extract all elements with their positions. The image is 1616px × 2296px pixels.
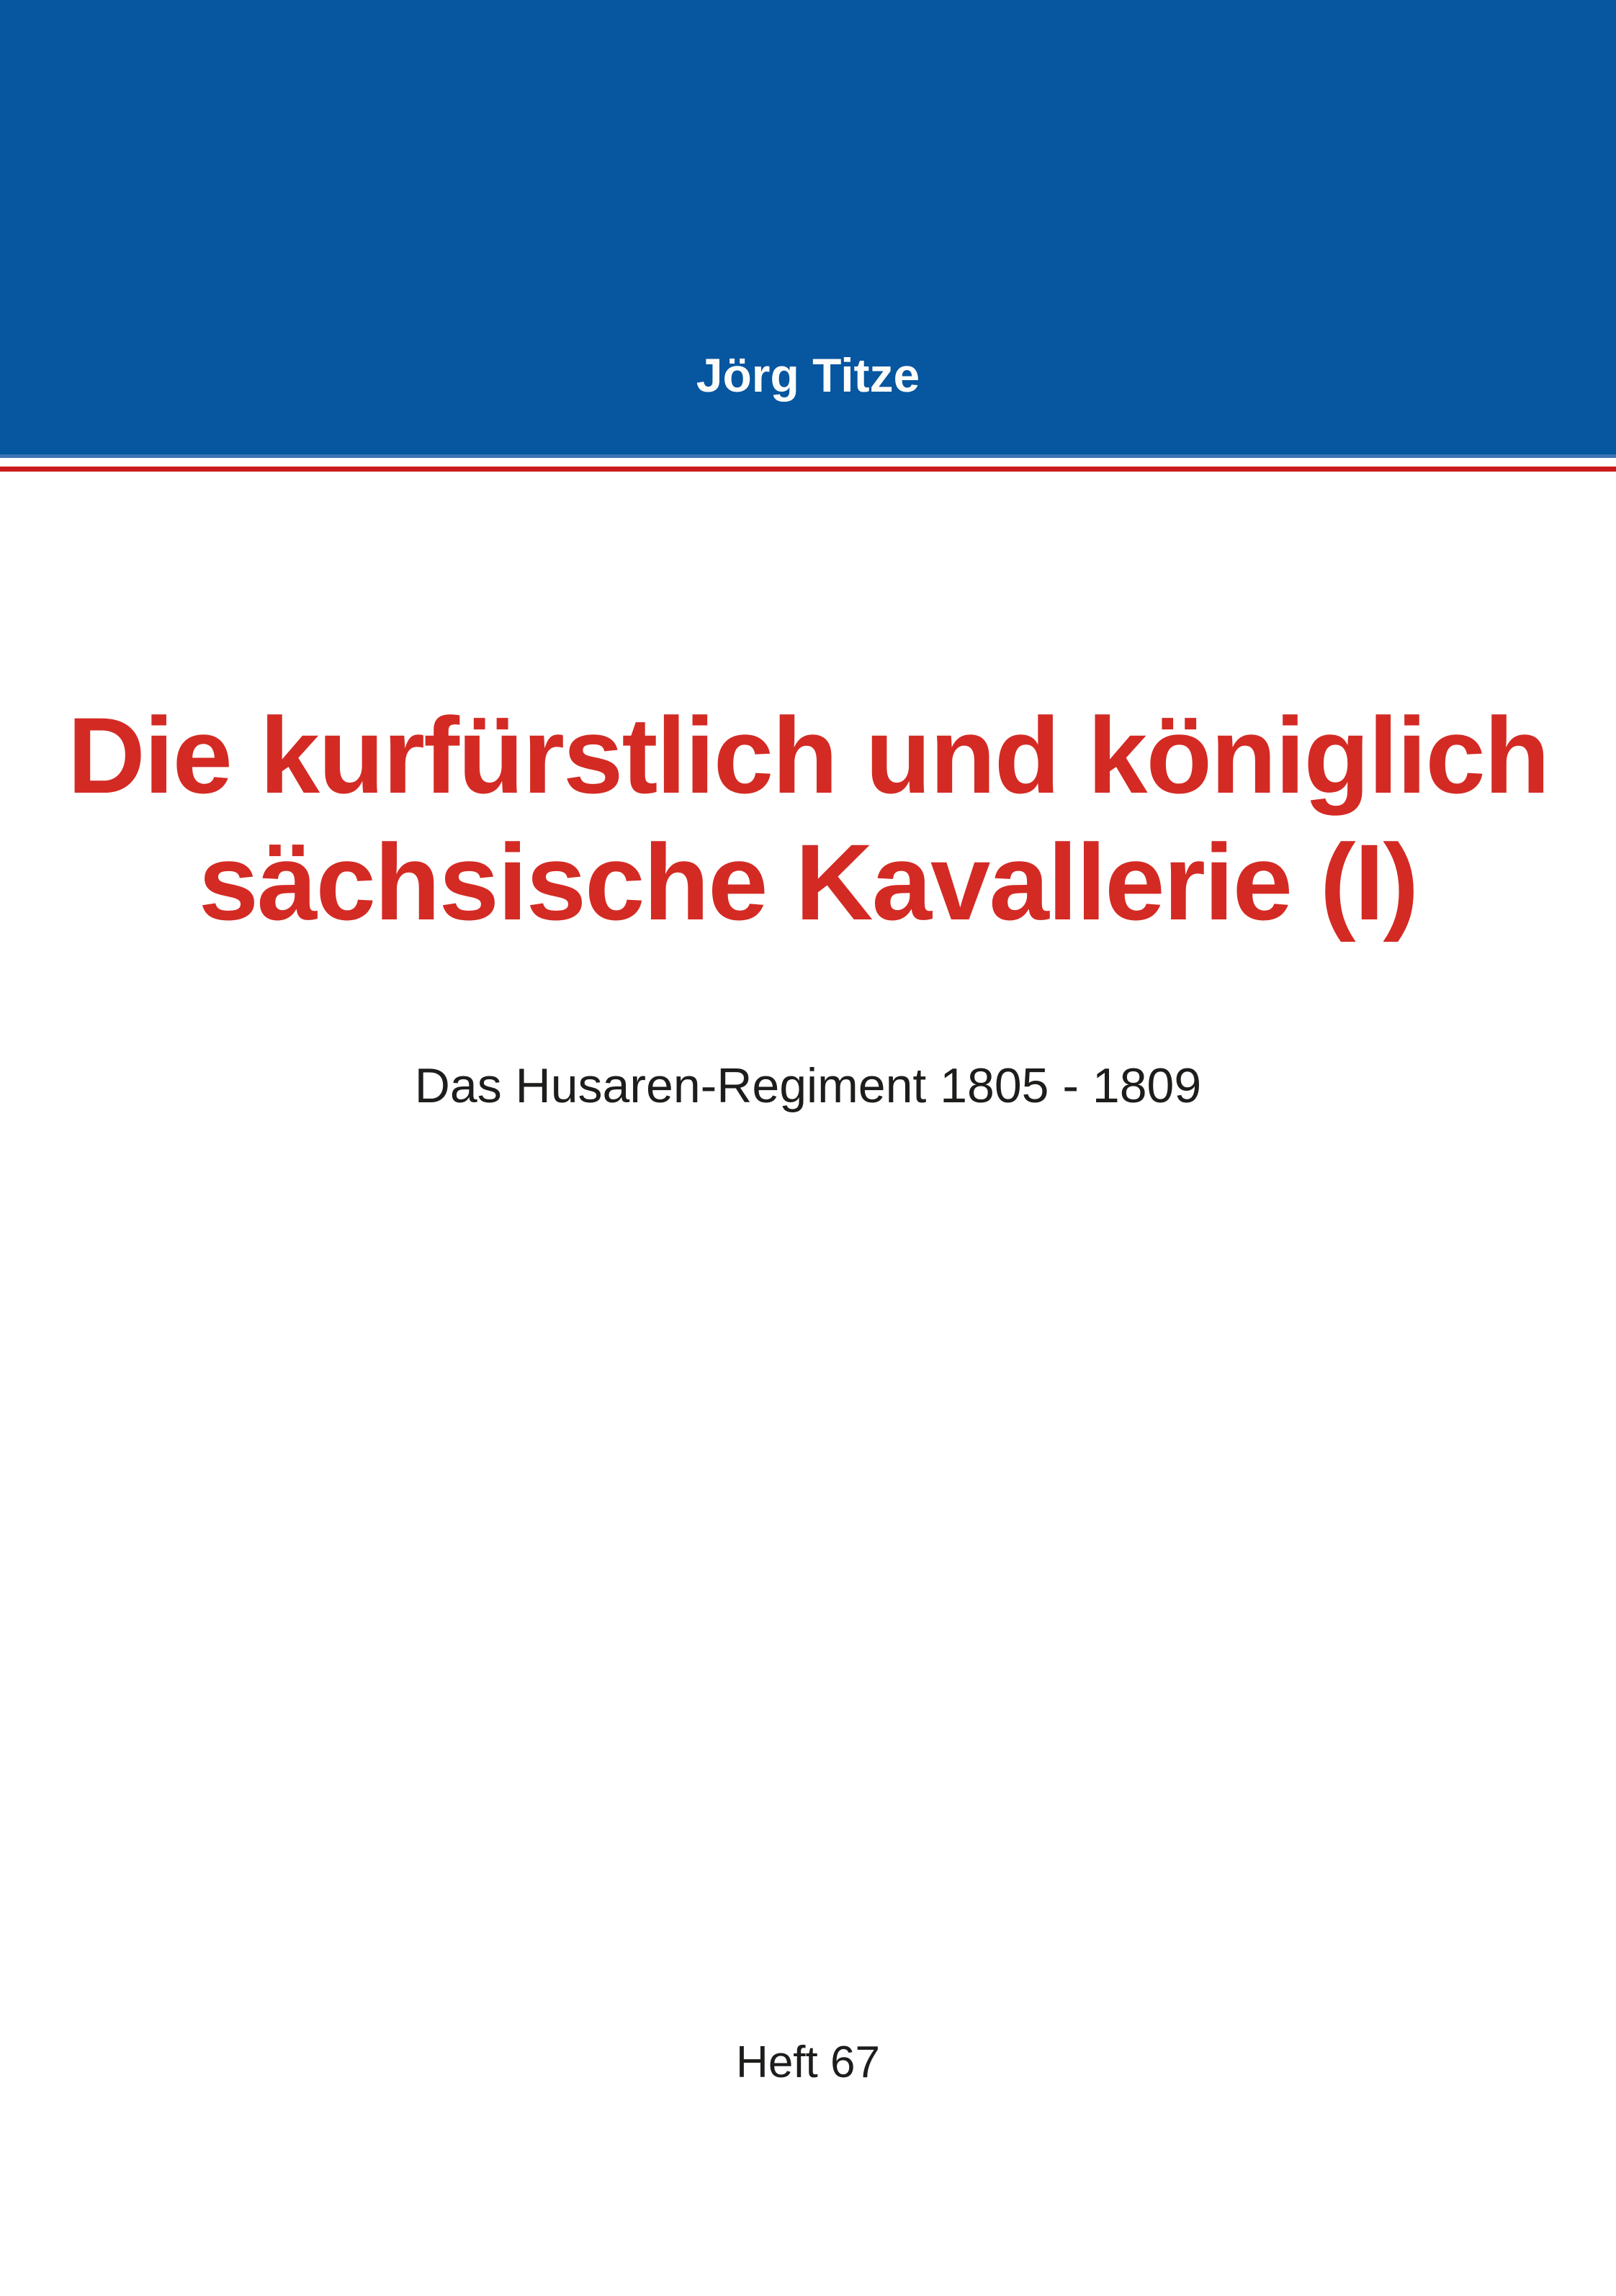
red-divider-line bbox=[0, 467, 1616, 472]
banner-bottom-edge-line bbox=[0, 454, 1616, 458]
book-subtitle: Das Husaren-Regiment 1805 - 1809 bbox=[414, 1058, 1202, 1113]
series-number: Heft 67 bbox=[736, 2038, 880, 2087]
author-name: Jörg Titze bbox=[696, 348, 920, 402]
book-title-line-2: sächsische Kavallerie (I) bbox=[198, 821, 1418, 942]
book-title-line-1: Die kurfürstlich und königlich bbox=[67, 695, 1549, 816]
book-title bbox=[0, 692, 1616, 945]
